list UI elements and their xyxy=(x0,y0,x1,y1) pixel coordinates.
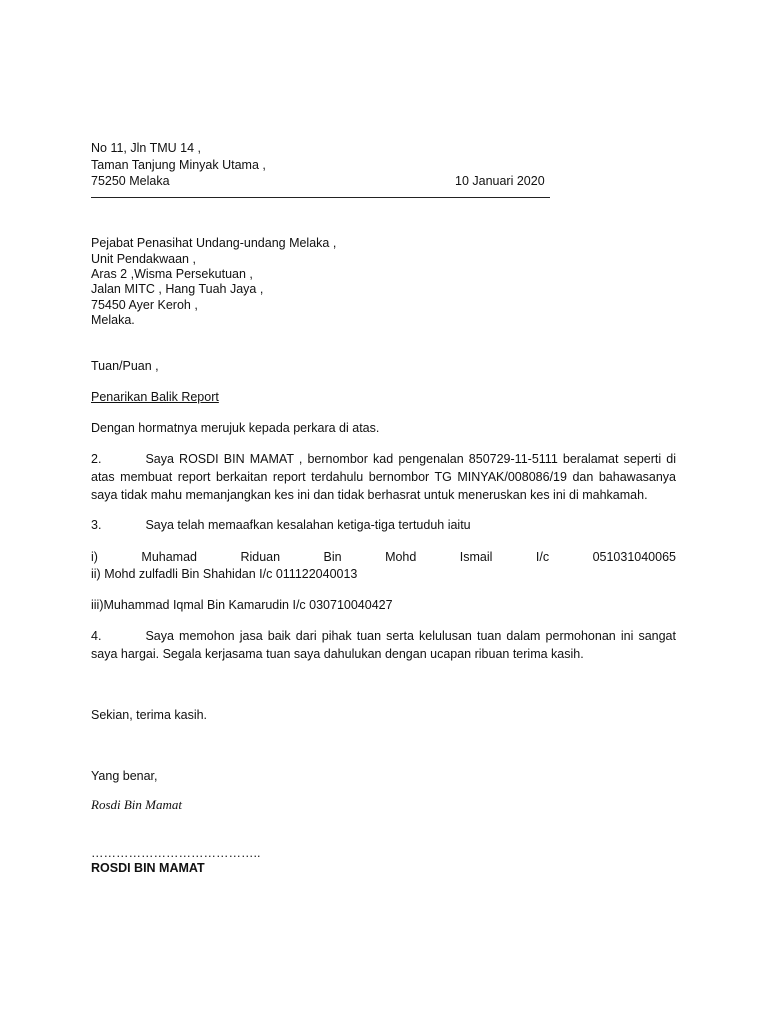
accused-item-1 xyxy=(91,549,676,565)
accused-1-ic: 051031040065 xyxy=(592,550,676,564)
paragraph-4-text: Saya memohon jasa baik dari pihak tuan serta kelulusan tuan dalam permohonan ini sangat saya hargai. Segala kerjasama tuan saya dahulukan dengan ucapan ribuan terima kasih. xyxy=(91,629,676,661)
sender-address-line2: Taman Tanjung Minyak Utama , xyxy=(91,158,266,172)
recipient-line5: 75450 Ayer Keroh , xyxy=(91,298,198,312)
paragraph-2-number: 2. xyxy=(91,452,102,466)
signature-line: ………………………………….. xyxy=(91,846,261,860)
accused-1-word: Muhamad xyxy=(141,550,197,564)
paragraph-4 xyxy=(91,627,676,663)
accused-1-word: i) xyxy=(91,550,98,564)
paragraph-3 xyxy=(91,516,676,534)
sender-address-line3: 75250 Melaka xyxy=(91,174,170,188)
recipient-line3: Aras 2 ,Wisma Persekutuan , xyxy=(91,267,253,281)
accused-item-3: iii)Muhammad Iqmal Bin Kamarudin I/c 030710040427 xyxy=(91,598,393,612)
paragraph-4-number: 4. xyxy=(91,629,102,643)
paragraph-2-text: Saya ROSDI BIN MAMAT , bernombor kad pengenalan 850729-11-5111 beralamat seperti di atas membuat report berkaitan report terdahulu bernombor TG MINYAK/008086/19 dan bahawasanya saya tidak mahu memanjangkan kes ini dan tidak berhasrat untuk meneruskan kes ini di mahkamah. xyxy=(91,452,676,502)
accused-1-word: Mohd xyxy=(385,550,417,564)
accused-1-word: Ismail xyxy=(459,550,493,564)
recipient-line6: Melaka. xyxy=(91,313,135,327)
paragraph-2 xyxy=(91,450,676,504)
recipient-line1: Pejabat Penasihat Undang-undang Melaka , xyxy=(91,236,337,250)
subject-line: Penarikan Balik Report xyxy=(91,390,219,404)
accused-1-word: I/c xyxy=(535,550,550,564)
valediction: Yang benar, xyxy=(91,769,158,783)
header-rule xyxy=(91,197,550,198)
salutation: Tuan/Puan , xyxy=(91,359,159,373)
accused-item-2: ii) Mohd zulfadli Bin Shahidan I/c 011122040013 xyxy=(91,567,358,581)
paragraph-3-number: 3. xyxy=(91,518,102,532)
letter-date: 10 Januari 2020 xyxy=(455,174,545,188)
accused-1-word: Riduan xyxy=(240,550,281,564)
recipient-line2: Unit Pendakwaan , xyxy=(91,252,196,266)
accused-1-word: Bin xyxy=(323,550,342,564)
sender-address-line1: No 11, Jln TMU 14 , xyxy=(91,141,201,155)
handwritten-signature: Rosdi Bin Mamat xyxy=(91,797,182,812)
recipient-line4: Jalan MITC , Hang Tuah Jaya , xyxy=(91,282,264,296)
opening-sentence: Dengan hormatnya merujuk kepada perkara di atas. xyxy=(91,421,380,435)
signatory-name: ROSDI BIN MAMAT xyxy=(91,861,205,875)
closing-line: Sekian, terima kasih. xyxy=(91,708,208,722)
paragraph-3-text: Saya telah memaafkan kesalahan ketiga-tiga tertuduh iaitu xyxy=(145,518,471,532)
